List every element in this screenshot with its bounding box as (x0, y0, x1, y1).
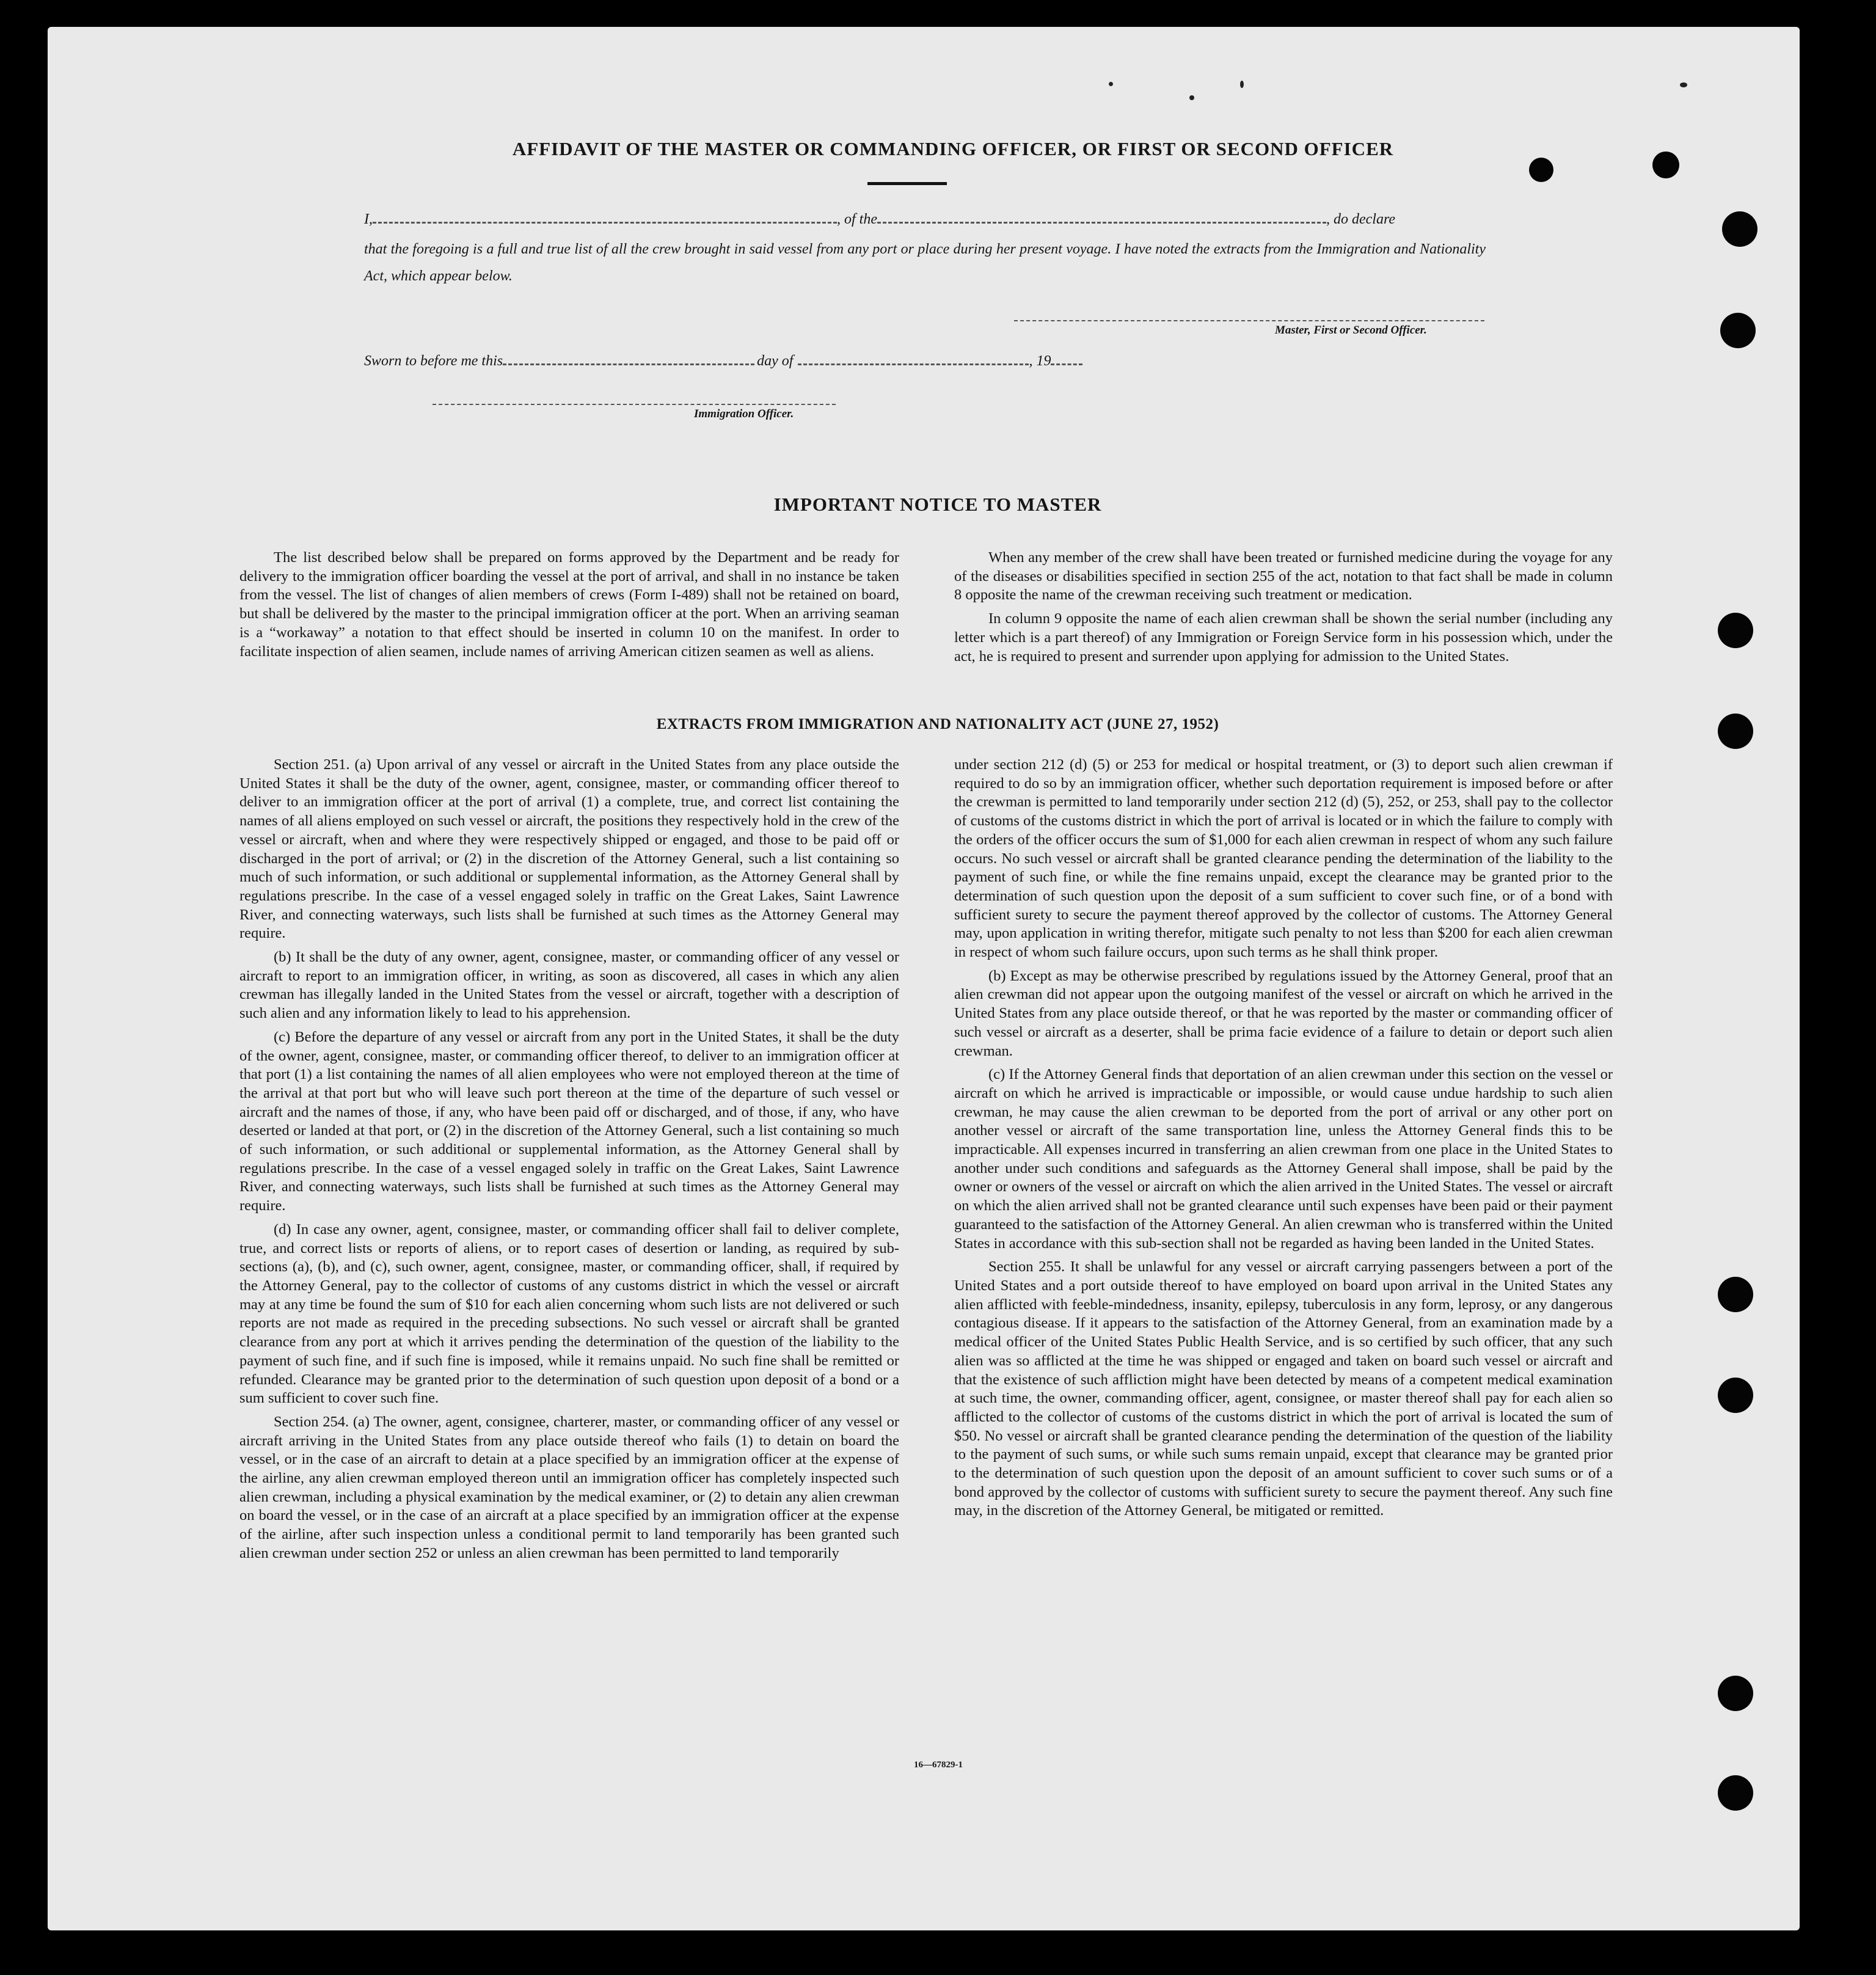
punch-hole (1529, 158, 1553, 182)
day-blank[interactable] (503, 363, 754, 365)
notice-right-column (954, 549, 1613, 671)
punch-hole (1718, 613, 1753, 648)
year-blank[interactable] (1051, 363, 1082, 365)
affidavit-first-line (364, 211, 1486, 228)
act-paragraph: (c) If the Attorney General finds that deportation of an alien crewman under this section on the vessel or aircraft on which he arrived is impracticable or impossible, or would cause undue hardship to such alien crewman, he may cause the alien crewman to be deported from the port of arrival or any other port on another vessel or aircraft of the same transportation line, unless the Attorney General finds this to be impracticable. All expenses incurred in transferring an alien crewman from one place in the United States to another under such conditions and safeguards as the Attorney General shall impose, shall be paid by the owner or owners of the vessel or aircraft on which the alien arrived in the United States. The vessel or aircraft on which the alien arrived shall not be granted clearance until such expenses have been paid or their payment guaranteed to the satisfaction of the Attorney General. An alien crewman who is transferred within the United States in accordance with this sub-section shall not be regarded as having been landed in the United States. (954, 1066, 1613, 1252)
do-declare-label: , do declare (1326, 211, 1396, 227)
act-paragraph: Section 251. (a) Upon arrival of any vessel or aircraft in the United States from any place outside the United States it shall be the duty of the owner, agent, consignee, master, or commanding officer thereof to deliver to an immigration officer at the port of arrival (1) a complete, true, and correct list containing the names of all aliens employed on such vessel or aircraft, the positions they respectively hold in the crew of the vessel or aircraft, when and where they were respectively shipped or engaged, and those to be paid off or discharged in the port of arrival; or (2) in the discretion of the Attorney General, such a list containing so much of such information, or such additional or supplemental information, as the Attorney General shall by regulations prescribe. In the case of a vessel engaged solely in traffic on the Great Lakes, Saint Lawrence River, and connecting waterways, such lists shall be furnished at such times as the Attorney General may require. (239, 756, 899, 942)
name-blank[interactable] (373, 222, 837, 224)
sworn-label: Sworn to before me this (364, 353, 503, 369)
vessel-blank[interactable] (877, 222, 1326, 224)
declaration-text: that the foregoing is a full and true list of all the crew brought in said vessel from any port or place during her present voyage. I have noted the extracts from the Immigration and Nationality Act, which appear below. (364, 241, 1486, 284)
notice-paragraph: The list described below shall be prepared on forms approved by the Department and be ready for delivery to the immigration officer boarding the vessel at the port of arrival, and shall in no instance be taken from the vessel. The list of changes of alien members of crews (Form I-489) shall not be retained on board, but shall be delivered by the master to the principal immigration officer at the port. When an arriving seaman is a “workaway” a notation to that effect should be inserted in column 10 on the manifest. In order to facilitate inspection of alien seamen, include names of arriving American citizen seamen as well as aliens. (239, 549, 899, 660)
notice-left-column (239, 549, 899, 666)
punch-hole (1718, 1378, 1753, 1413)
day-of-label: day of (757, 353, 794, 369)
act-paragraph: Section 255. It shall be unlawful for any vessel or aircraft carrying passengers between a port of the United States and a port outside thereof to have employed on board upon arrival in the United States any alien afflicted with feeble-mindedness, insanity, epilepsy, tuberculosis in any form, leprosy, or any dangerous contagious disease. If it appears to the satisfaction of the Attorney General, from an examination made by a medical officer of the United States Public Health Service, and is so certified by such officer, that any such alien was so afflicted at the time he was shipped or engaged and taken on board such vessel or aircraft and that the existence of such affliction might have been detected by means of a competent medical examination at such time, the owner, commanding officer, agent, consignee, or master thereof shall pay for each alien so afflicted to the collector of customs of the customs district in which the port of arrival is located the sum of $50. No vessel or aircraft shall be granted clearance pending the determination of the question of the liability to the payment of such sums, or while such sums remain unpaid, except that clearance may be granted prior to the determination of such question upon the deposit of an amount sufficient to cover such sums or of a bond approved by the collector of customs with sufficient surety to secure the payment thereof. Any such fine may, in the discretion of the Attorney General, be mitigated or remitted. (954, 1258, 1613, 1519)
speck (1109, 82, 1113, 86)
officer-signature-line[interactable] (433, 404, 836, 405)
extracts-left-column (239, 756, 899, 1568)
extracts-right-column (954, 756, 1613, 1525)
notice-title: IMPORTANT NOTICE TO MASTER (773, 494, 1102, 515)
punch-hole (1718, 1775, 1753, 1811)
punch-hole (1722, 211, 1757, 247)
punch-hole (1720, 313, 1756, 348)
form-number: 16—67829-1 (914, 1760, 963, 1770)
act-paragraph: (b) Except as may be otherwise prescribed by regulations issued by the Attorney General, proof that an alien crewman did not appear upon the outgoing manifest of the vessel or aircraft on which he arrived in the United States from any place outside thereof, or that he was reported by the master or commanding officer of such vessel or aircraft as a deserter, shall be prima facie evidence of a failure to detain or deport such alien crewman. (954, 967, 1613, 1059)
title-underline (867, 182, 947, 185)
year-prefix-label: , 19 (1029, 353, 1051, 369)
act-paragraph: (c) Before the departure of any vessel or aircraft from any port in the United States, it shall be the duty of the owner, agent, consignee, master, or commanding officer thereof, to deliver to an immigration officer at that port (1) a list containing the names of all alien employees who were not employed thereon at the time of the arrival at that port but who will leave such port thereon at the time of the departure of such vessel or aircraft and the names of those, if any, who have been paid off or discharged, and of those, if any, who have deserted or landed at that port, or (2) in the discretion of the Attorney General, such a list containing so much of such information, or such additional or supplemental information, as the Attorney General shall by regulations prescribe. In the case of a vessel engaged solely in traffic on the Great Lakes, Saint Lawrence River, and connecting waterways, such lists shall be furnished at such times as the Attorney General may require. (239, 1028, 899, 1214)
punch-hole (1718, 714, 1753, 749)
punch-hole (1718, 1277, 1753, 1312)
speck (1680, 82, 1687, 87)
act-paragraph: (b) It shall be the duty of any owner, agent, consignee, master, or commanding officer of any vessel or aircraft to report to an immigration officer, in writing, as soon as discovered, all cases in which any alien crewman has illegally landed in the United States from the vessel or aircraft, together with a description of such alien and any information likely to lead to his apprehension. (239, 949, 899, 1022)
affidavit-title: AFFIDAVIT OF THE MASTER OR COMMANDING OFFICER, OR FIRST OR SECOND OFFICER (512, 138, 1394, 159)
act-paragraph: under section 212 (d) (5) or 253 for medical or hospital treatment, or (3) to deport such alien crewman if required to do so by an immigration officer, whether such deportation requirement is imposed before or after the crewman is permitted to land temporarily under section 212 (d) (5), 252, or 253, shall pay to the collector of customs of the customs district in which the port of arrival is located or in which the failure to comply with the orders of the officer occurs the sum of $1,000 for each alien crewman in respect of whom any such failure occurs. No such vessel or aircraft shall be granted clearance pending the determination of the liability to the payment of such fine, or while the fine remains unpaid, except the clearance may be granted prior to the determination of such question upon the deposit of a sum sufficient to cover such fine, or of a bond with sufficient surety to secure the payment thereof approved by the collector of customs. The Attorney General may, upon application in writing therefor, mitigate such penalty to not less than $200 for each alien crewman in respect of whom such failure occurs, upon such terms as he shall think proper. (954, 756, 1613, 961)
speck (1240, 81, 1244, 88)
sworn-line (364, 353, 1082, 370)
officer-signature-caption: Immigration Officer. (694, 407, 794, 420)
month-blank[interactable] (798, 363, 1029, 365)
notice-paragraph: In column 9 opposite the name of each alien crewman shall be shown the serial number (including any letter which is a part thereof) of any Immigration or Foreign Service form in his possession which, under the act, he is required to present and surrender upon applying for admission to the United States. (954, 610, 1613, 665)
notice-paragraph: When any member of the crew shall have been treated or furnished medicine during the voyage for any of the diseases or disabilities specified in section 255 of the act, notation to that fact shall be made in column 8 opposite the name of the crewman receiving such treatment or medication. (954, 549, 1613, 604)
act-paragraph: (d) In case any owner, agent, consignee, master, or commanding officer shall fail to deliver complete, true, and correct lists or reports of aliens, or to report cases of desertion or landing, as required by sub-sections (a), (b), and (c), such owner, agent, consignee, master, or commanding officer, shall, if required by the Attorney General, pay to the collector of customs of any customs district in which the vessel or aircraft may at any time be found the sum of $10 for each alien concerning whom such lists are not delivered or such reports are not made as required in the preceding subsections. No such vessel or aircraft shall be granted clearance from any port at which it arrives pending the determination of the question of the liability to the payment of such fine, and if such fine is imposed, while it remains unpaid. No such fine shall be remitted or refunded. Clearance may be granted prior to the determination of such question upon deposit of a bond or a sum sufficient to cover such fine. (239, 1221, 899, 1407)
punch-hole (1652, 152, 1679, 178)
of-the-label: , of the (837, 211, 877, 227)
act-paragraph: Section 254. (a) The owner, agent, consignee, charterer, master, or commanding officer of any vessel or aircraft arriving in the United States from any place outside thereof who fails (1) to detain on board the vessel, or in the case of an aircraft to detain at a place specified by an immigration officer at the expense of the airline, any alien crewman employed thereon until an immigration officer has completely inspected such alien crewman, including a physical examination by the medical examiner, or (2) to detain any alien crewman on board the vessel, or in the case of an aircraft at a place specified by an immigration officer at the expense of the airline, after such inspection unless a conditional permit to land temporarily has been granted such alien crewman under section 252 or unless an alien crewman has been permitted to land temporarily (239, 1413, 899, 1561)
i-label: I, (364, 211, 373, 227)
master-signature-line[interactable] (1014, 320, 1484, 321)
punch-hole (1718, 1676, 1753, 1711)
extracts-title: EXTRACTS FROM IMMIGRATION AND NATIONALITY ACT (JUNE 27, 1952) (656, 716, 1219, 732)
master-signature-caption: Master, First or Second Officer. (1275, 324, 1427, 337)
speck (1189, 95, 1194, 100)
